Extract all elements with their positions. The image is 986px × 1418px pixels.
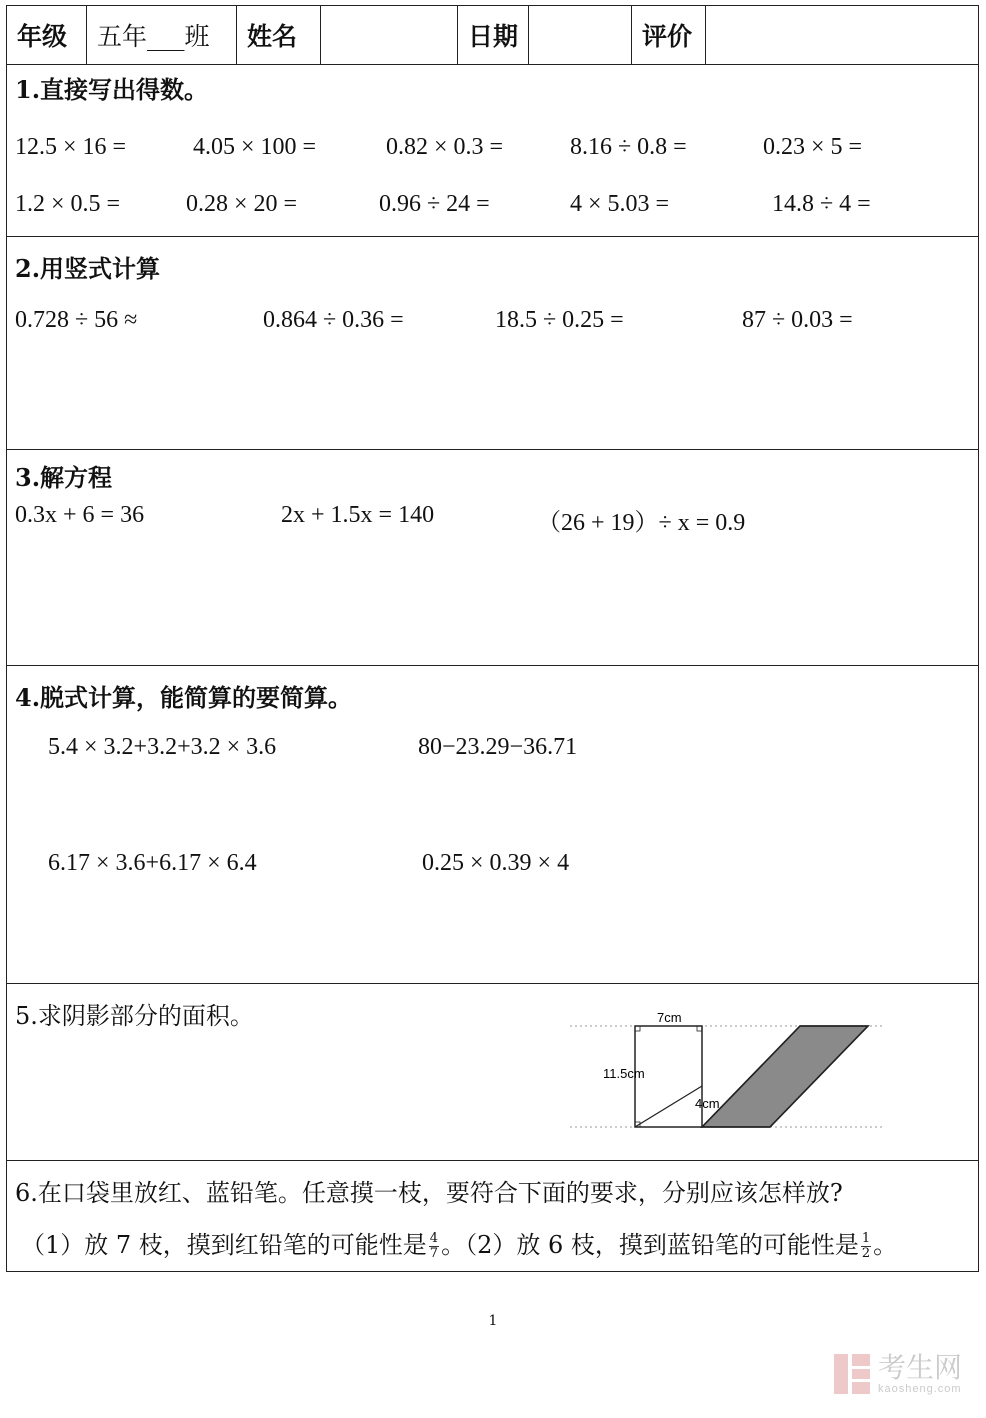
- section-equations: [7, 450, 978, 666]
- eval-label: 评价: [632, 6, 706, 64]
- q2-fraction: [861, 1232, 871, 1261]
- q1-end: 。: [441, 1231, 466, 1259]
- section-title: 1.直接写出得数。: [15, 75, 209, 104]
- shaded-area-figure: [565, 1004, 895, 1139]
- q2-text: （2）放 6 枝，摸到蓝铅笔的可能性是: [465, 1231, 859, 1259]
- rectangle: [635, 1026, 702, 1127]
- date-label: 日期: [458, 6, 529, 64]
- question-line: [21, 1225, 897, 1261]
- watermark-title: 考生网: [877, 1352, 962, 1383]
- section-vertical-calc: [7, 237, 978, 450]
- problem-item: 87 ÷ 0.03 =: [742, 307, 853, 333]
- height-dimension-label: 11.5cm: [603, 1066, 645, 1081]
- page-number: 1: [488, 1313, 498, 1329]
- problem-item: 1.2 × 0.5 =: [15, 191, 121, 217]
- section-title: 5.求阴影部分的面积。: [15, 1002, 254, 1030]
- problem-item: 6.17 × 3.6+6.17 × 6.4: [48, 850, 257, 876]
- problem-item: 2x + 1.5x = 140: [281, 502, 435, 528]
- name-label: 姓名: [237, 6, 321, 64]
- problem-item: 5.4 × 3.2+3.2+3.2 × 3.6: [48, 734, 277, 760]
- problem-item: 0.96 ÷ 24 =: [379, 191, 490, 217]
- q2-denominator: 2: [861, 1246, 871, 1261]
- section-title: 3.解方程: [15, 463, 113, 492]
- eval-field[interactable]: [706, 6, 978, 64]
- problem-item: 14.8 ÷ 4 =: [772, 191, 871, 217]
- problem-item: 0.25 × 0.39 × 4: [422, 850, 570, 876]
- problem-item: 0.3x + 6 = 36: [15, 502, 145, 528]
- problem-item: 4.05 × 100 =: [193, 134, 317, 160]
- top-dimension-label: 7cm: [657, 1010, 682, 1025]
- section-title: 2.用竖式计算: [15, 254, 161, 283]
- section-probability: [7, 1161, 978, 1271]
- section-mental-math: [7, 64, 978, 237]
- watermark-logo-icon: [832, 1352, 872, 1396]
- problem-item: （26 + 19）÷ x = 0.9: [537, 510, 746, 536]
- problem-item: 0.864 ÷ 0.36 =: [263, 307, 404, 333]
- q1-numerator: 4: [429, 1231, 439, 1246]
- watermark-url: kaosheng.com: [877, 1383, 962, 1395]
- q1-text: （1）放 7 枝，摸到红铅笔的可能性是: [21, 1231, 427, 1259]
- q2-end: 。: [873, 1231, 898, 1259]
- class-field[interactable]: 五年___班: [87, 6, 237, 64]
- section-title: 4.脱式计算，能简算的要简算。: [15, 683, 353, 712]
- problem-item: 0.28 × 20 =: [186, 191, 298, 217]
- watermark: [832, 1352, 962, 1396]
- problem-item: 8.16 ÷ 0.8 =: [570, 134, 687, 160]
- date-field[interactable]: [529, 6, 632, 64]
- problem-item: 0.728 ÷ 56 ≈: [15, 307, 138, 333]
- section-title: 6.在口袋里放红、蓝铅笔。任意摸一枝，要符合下面的要求，分别应该怎样放?: [15, 1179, 843, 1207]
- problem-item: 18.5 ÷ 0.25 =: [495, 307, 624, 333]
- problem-item: 0.82 × 0.3 =: [386, 134, 504, 160]
- problem-item: 12.5 × 16 =: [15, 134, 127, 160]
- q1-fraction: [429, 1232, 439, 1261]
- mid-dimension-label: 4cm: [695, 1096, 720, 1111]
- name-field[interactable]: [321, 6, 458, 64]
- section-step-calc: [7, 666, 978, 984]
- problem-item: 4 × 5.03 =: [570, 191, 670, 217]
- q2-numerator: 1: [861, 1231, 871, 1246]
- grade-label: 年级: [7, 6, 87, 64]
- problem-item: 80−23.29−36.71: [418, 734, 578, 760]
- header-row: [7, 6, 978, 65]
- problem-item: 0.23 × 5 =: [763, 134, 863, 160]
- q1-denominator: 7: [429, 1246, 439, 1261]
